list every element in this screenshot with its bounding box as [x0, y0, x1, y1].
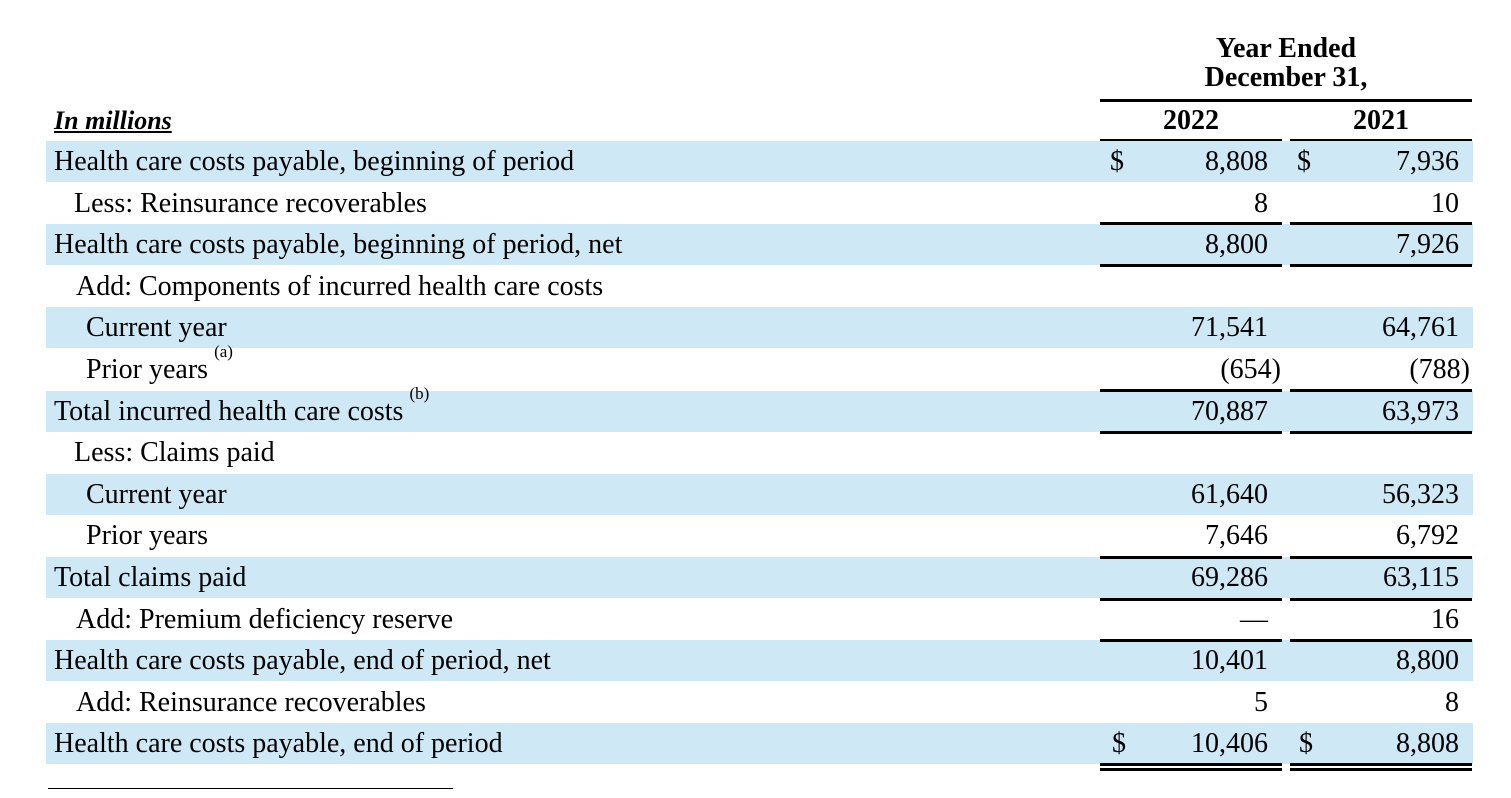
year-column-header-2022: 2022: [1163, 105, 1219, 136]
row-label: [74, 183, 427, 224]
row-label-text: Total claims paid: [54, 562, 247, 593]
value-2021: 7,926: [1396, 229, 1459, 261]
value-2022: 69,286: [1191, 562, 1268, 593]
row-label: [54, 723, 503, 764]
footnote-marker: (b): [409, 383, 430, 403]
value-2022: 71,541: [1191, 312, 1268, 344]
value-2022: (654): [1220, 354, 1281, 385]
unit-label: In millions: [54, 106, 172, 135]
footnote-separator: [48, 788, 453, 789]
value-2021: 7,936: [1396, 146, 1459, 177]
value-2022: 7,646: [1205, 520, 1268, 552]
row-label: [86, 515, 208, 556]
column-rule-2021: [1290, 222, 1472, 225]
column-rule-2021: [1290, 431, 1472, 434]
row-label-text: Prior years: [86, 520, 209, 552]
value-2021: 64,761: [1382, 312, 1459, 344]
value-2022: —: [1240, 603, 1268, 635]
row-label: [74, 432, 275, 473]
table-row: [46, 383, 1473, 432]
table-row: [46, 183, 1473, 224]
row-label-text: Add: Reinsurance recoverables: [76, 686, 426, 718]
row-label: [86, 342, 233, 390]
row-label-text: Health care costs payable, end of period, net: [54, 645, 551, 677]
value-2021: 16: [1431, 603, 1459, 635]
value-2022: 10,401: [1191, 645, 1268, 677]
row-label-text: Current year: [86, 478, 227, 510]
row-label-text: Add: Components of incurred health care costs: [76, 270, 604, 302]
table-row: [46, 432, 1473, 473]
row-label-text: Less: Claims paid: [74, 437, 275, 469]
value-2021: 63,973: [1382, 395, 1459, 427]
value-2022: 70,887: [1191, 395, 1268, 427]
table-row: [46, 342, 1473, 390]
column-rule-2022: [1100, 431, 1282, 434]
column-rule-2021: [1290, 389, 1472, 392]
table-row: [46, 723, 1473, 764]
row-label: [76, 599, 453, 640]
column-rule-2022: [1100, 389, 1282, 392]
value-2022: 8: [1254, 187, 1268, 219]
column-rule-2021: [1290, 556, 1472, 559]
value-2021: 63,115: [1383, 562, 1459, 593]
table-row: [46, 557, 1473, 598]
value-2022: 61,640: [1191, 478, 1268, 510]
value-2021: 8,808: [1396, 728, 1459, 760]
row-label-text: Health care costs payable, beginning of period, net: [54, 229, 623, 261]
year-column-header-2021: 2021: [1353, 105, 1409, 136]
row-label: [76, 682, 426, 723]
row-label: [54, 141, 574, 182]
row-label-text: Current year: [86, 312, 227, 344]
value-2021: (788): [1409, 354, 1470, 385]
footnote-marker: (a): [214, 342, 233, 361]
table-row: [46, 515, 1473, 556]
double-rule-2021: [1290, 763, 1472, 766]
double-rule-2022: [1100, 763, 1282, 766]
currency-symbol-2021: $: [1299, 728, 1313, 760]
double-rule-2021: [1290, 768, 1472, 771]
row-label-text: Health care costs payable, beginning of period: [54, 146, 575, 177]
value-2022: 8,800: [1205, 229, 1268, 261]
row-label: [86, 307, 227, 348]
column-rule-2022: [1100, 639, 1282, 642]
row-label: [86, 474, 227, 515]
table-row: [46, 474, 1473, 515]
period-header-line1: Year Ended: [1215, 33, 1357, 64]
row-label: [54, 557, 246, 598]
row-label: [54, 640, 551, 681]
value-2021: 56,323: [1382, 478, 1459, 510]
column-rule-2022: [1100, 222, 1282, 225]
currency-symbol-2022: $: [1112, 728, 1126, 760]
value-2022: 10,406: [1191, 728, 1268, 760]
row-label-text: Health care costs payable, end of period: [54, 728, 503, 760]
column-rule-2021: [1290, 598, 1472, 601]
row-label-text: Add: Premium deficiency reserve: [76, 603, 454, 635]
period-header-line2: December 31,: [1204, 62, 1368, 93]
column-rule-2022: [1100, 264, 1282, 267]
row-label: [76, 266, 603, 307]
row-label: [54, 383, 430, 432]
table-row: [46, 141, 1473, 182]
double-rule-2022: [1100, 768, 1282, 771]
table-row: [46, 224, 1473, 265]
value-2021: 8,800: [1396, 645, 1459, 677]
value-2022: 8,808: [1205, 146, 1268, 177]
table-row: [46, 307, 1473, 348]
row-label-text: Total incurred health care costs: [54, 395, 404, 427]
currency-symbol-2022: $: [1110, 146, 1124, 177]
row-label-text: Less: Reinsurance recoverables: [74, 187, 427, 219]
table-row: [46, 266, 1473, 307]
row-label-text: Prior years: [86, 354, 209, 385]
table-row: [46, 599, 1473, 640]
currency-symbol-2021: $: [1297, 146, 1311, 177]
column-rule-2022: [1100, 598, 1282, 601]
value-2021: 6,792: [1396, 520, 1459, 552]
table-row: [46, 640, 1473, 681]
row-label: [54, 224, 622, 265]
column-rule-2021: [1290, 264, 1472, 267]
value-2021: 10: [1431, 187, 1459, 219]
header-rule: [1100, 99, 1472, 102]
table-row: [46, 682, 1473, 723]
value-2022: 5: [1254, 686, 1268, 718]
column-rule-2022: [1100, 556, 1282, 559]
column-rule-2021: [1290, 639, 1472, 642]
value-2021: 8: [1445, 686, 1459, 718]
